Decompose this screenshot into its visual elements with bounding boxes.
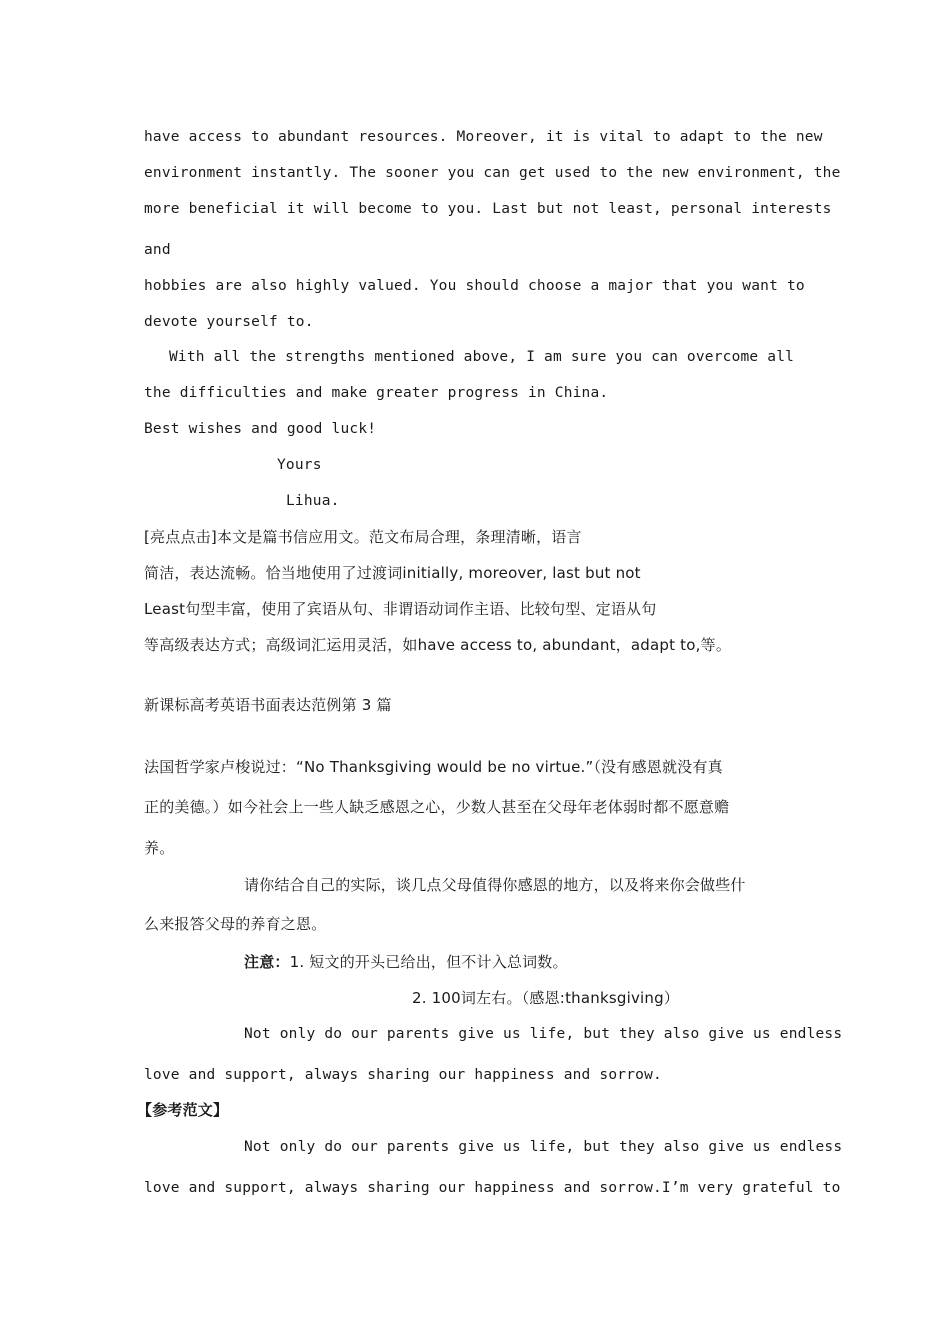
prompt-line: 养。 (144, 839, 175, 857)
letter-line: have access to abundant resources. Moreover, it is vital to adapt to the new (144, 129, 823, 145)
letter-signoff: Yours (277, 457, 322, 473)
note-label: 注意： (244, 953, 290, 971)
comment-line: 简洁，表达流畅。恰当地使用了过渡词initially, moreover, last but not (144, 564, 641, 582)
note-item: 2. 100词左右。（感恩:thanksgiving） (412, 989, 680, 1007)
comment-line: Least句型丰富，使用了宾语从句、非谓语动词作主语、比较句型、定语从句 (144, 600, 657, 618)
letter-line: devote yourself to. (144, 314, 314, 330)
section-title: 新课标高考英语书面表达范例第 3 篇 (144, 696, 392, 714)
prompt-line: 么来报答父母的养育之恩。 (144, 915, 327, 933)
letter-line: hobbies are also highly valued. You should choose a major that you want to (144, 278, 805, 294)
letter-line: and (144, 242, 171, 258)
comment-line: 等高级表达方式；高级词汇运用灵活，如have access to, abundant，adapt to,等。 (144, 636, 732, 654)
reference-line: love and support, always sharing our happiness and sorrow.I’m very grateful to (144, 1180, 841, 1196)
comment-line: [亮点点击]本文是篇书信应用文。范文布局合理，条理清晰，语言 (144, 528, 582, 546)
prompt-line: 正的美德。）如今社会上一些人缺乏感恩之心，少数人甚至在父母年老体弱时都不愿意赡 (144, 798, 730, 816)
reference-line: Not only do our parents give us life, but they also give us endless (244, 1139, 843, 1155)
note-item: 1. 短文的开头已给出，但不计入总词数。 (289, 953, 568, 971)
letter-closing: Best wishes and good luck! (144, 421, 377, 437)
prompt-line: 法国哲学家卢梭说过：“No Thanksgiving would be no virtue.”（没有感恩就没有真 (144, 758, 723, 776)
letter-line: more beneficial it will become to you. Last but not least, personal interests (144, 201, 832, 217)
letter-line: environment instantly. The sooner you can get used to the new environment, the (144, 165, 841, 181)
letter-line: With all the strengths mentioned above, I am sure you can overcome all (169, 349, 795, 365)
reference-heading: 【参考范文】 (137, 1101, 229, 1119)
prompt-line: 请你结合自己的实际，谈几点父母值得你感恩的地方，以及将来你会做些什 (244, 876, 746, 894)
note-row (244, 952, 568, 972)
letter-line: the difficulties and make greater progress in China. (144, 385, 609, 401)
opening-line: love and support, always sharing our happiness and sorrow. (144, 1067, 662, 1083)
opening-line: Not only do our parents give us life, but they also give us endless (244, 1026, 843, 1042)
letter-signature: Lihua. (286, 493, 340, 509)
